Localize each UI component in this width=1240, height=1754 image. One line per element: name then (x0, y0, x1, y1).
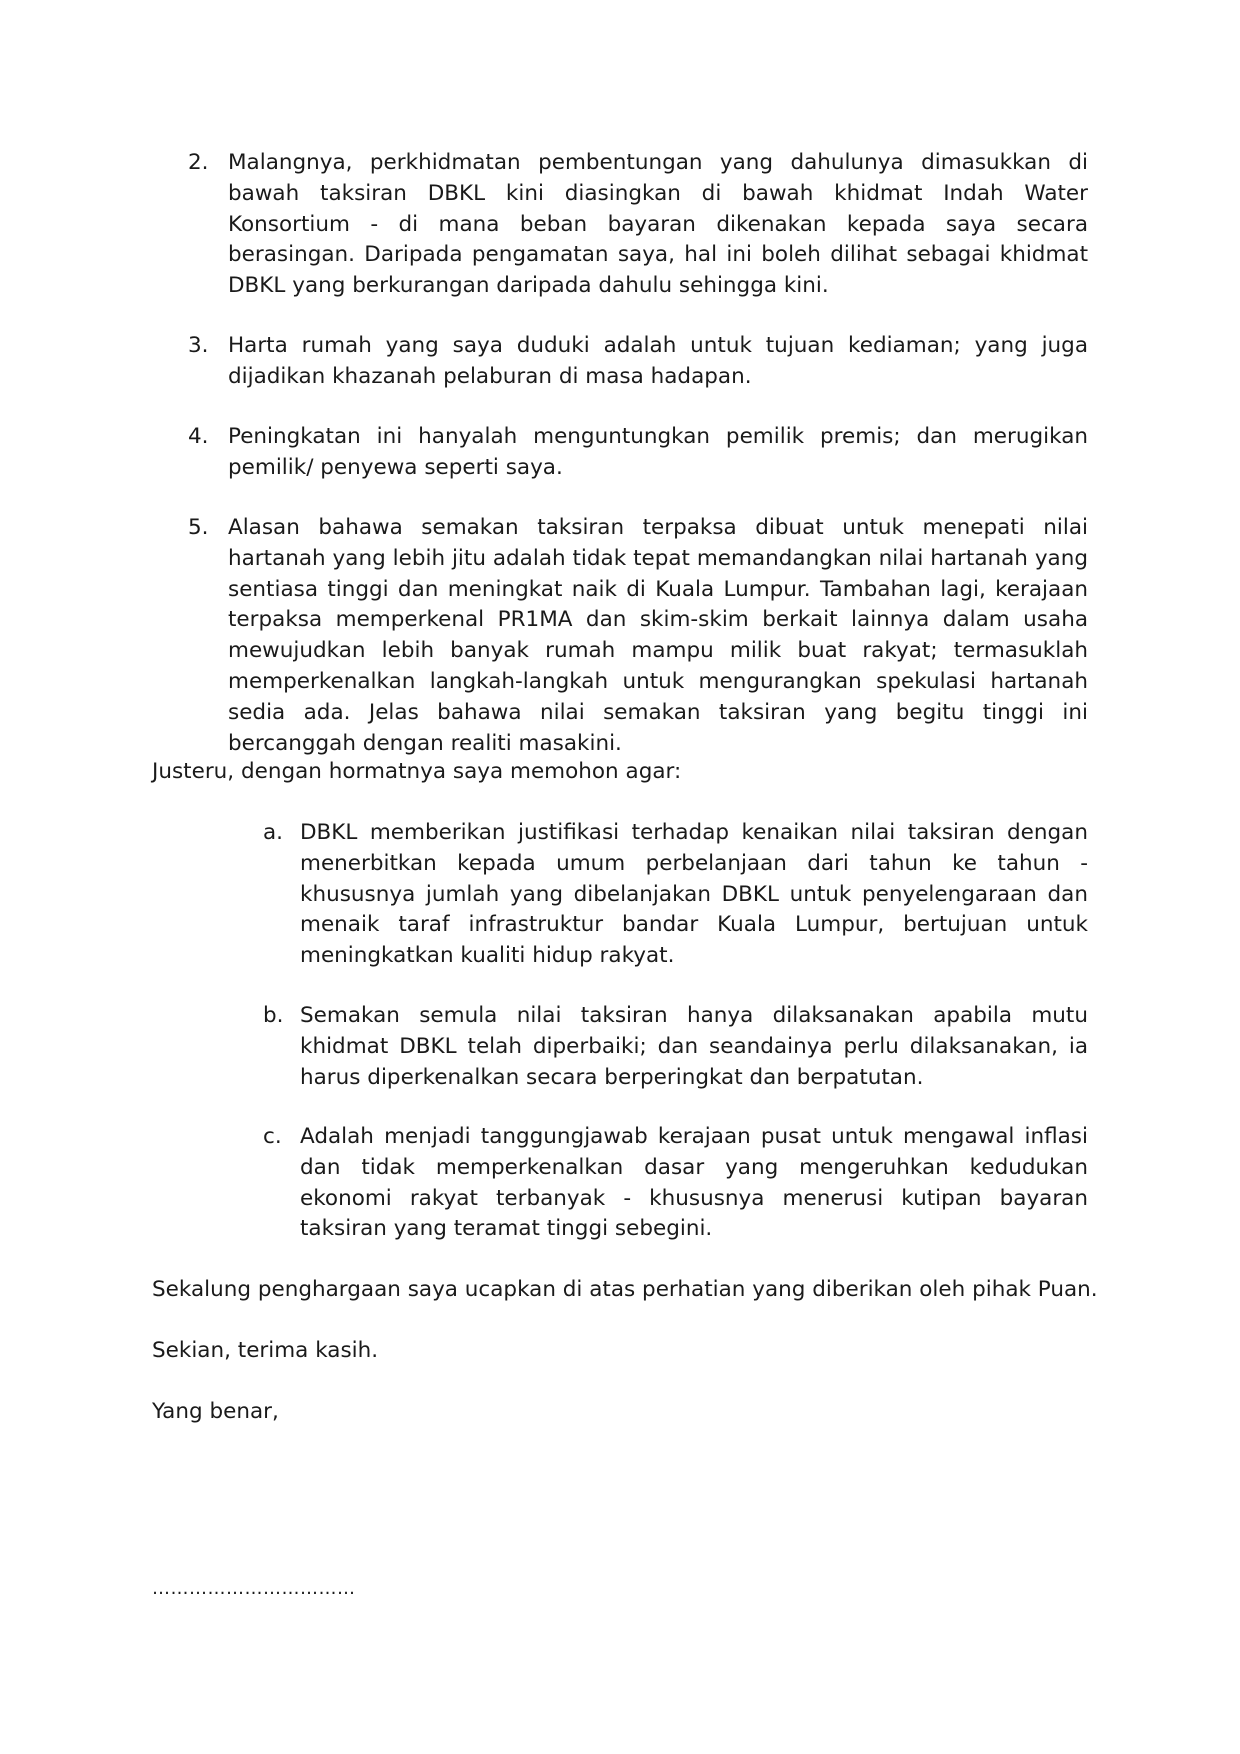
point-text-3-body: Harta rumah yang saya duduki adalah untuk tujuan kediaman; yang juga dijadikan khazanah pelaburan di masa hadapan. (228, 333, 1088, 389)
signature-line: …………………………… (152, 1578, 356, 1599)
point-text-2 (228, 148, 1088, 302)
request-text-c-body: Adalah menjadi tanggungjawab kerajaan pusat untuk mengawal inflasi dan tidak memperkenalkan dasar yang mengeruhkan kedudukan ekonomi rakyat terbanyak - khususnya menerusi kutipan bayaran taksiran yang teramat tinggi sebegini. (300, 1124, 1088, 1242)
point-text-5-body: Alasan bahawa semakan taksiran terpaksa dibuat untuk menepati nilai hartanah yang lebih jitu adalah tidak tepat memandangkan nilai hartanah yang sentiasa tinggi dan meningkat naik di Kuala Lumpur. Tambahan lagi, kerajaan terpaksa memperkenal PR1MA dan skim-skim berkait lainnya dalam usaha mewujudkan lebih banyak rumah mampu milik buat rakyat; termasuklah memperkenalkan langkah-langkah untuk mengurangkan spekulasi hartanah sedia ada. Jelas bahawa nilai semakan taksiran yang begitu tinggi ini bercanggah dengan realiti masakini. (228, 515, 1088, 756)
request-text-a (300, 818, 1088, 972)
closing-line: Sekian, terima kasih. (152, 1338, 379, 1363)
request-intro: Justeru, dengan hormatnya saya memohon agar: (152, 759, 682, 784)
request-text-b (300, 1001, 1088, 1093)
sign-off: Yang benar, (152, 1399, 279, 1424)
point-text-4-body: Peningkatan ini hanyalah menguntungkan pemilik premis; dan merugikan pemilik/ penyewa seperti saya. (228, 424, 1088, 480)
point-text-3 (228, 331, 1088, 393)
point-number-3: 3. (188, 333, 209, 358)
request-text-b-body: Semakan semula nilai taksiran hanya dilaksanakan apabila mutu khidmat DBKL telah diperbaiki; dan seandainya perlu dilaksanakan, ia harus diperkenalkan secara berperingkat dan berpatutan. (300, 1003, 1088, 1090)
point-text-2-body: Malangnya, perkhidmatan pembentungan yang dahulunya dimasukkan di bawah taksiran DBKL kini diasingkan di bawah khidmat Indah Water Konsortium - di mana beban bayaran dikenakan kepada saya secara berasingan. Daripada pengamatan saya, hal ini boleh dilihat sebagai khidmat DBKL yang berkurangan daripada dahulu sehingga kini. (228, 150, 1088, 299)
point-text-5 (228, 513, 1088, 759)
point-number-4: 4. (188, 424, 209, 449)
request-letter-a: a. (263, 820, 284, 845)
point-text-4 (228, 422, 1088, 484)
point-number-5: 5. (188, 515, 209, 540)
point-number-2: 2. (188, 150, 209, 175)
request-text-a-body: DBKL memberikan justifikasi terhadap kenaikan nilai taksiran dengan menerbitkan kepada umum perbelanjaan dari tahun ke tahun - khususnya jumlah yang dibelanjakan DBKL untuk penyelengaraan dan menaik taraf infrastruktur bandar Kuala Lumpur, bertujuan untuk meningkatkan kualiti hidup rakyat. (300, 820, 1088, 969)
request-text-c (300, 1122, 1088, 1245)
appreciation-line: Sekalung penghargaan saya ucapkan di atas perhatian yang diberikan oleh pihak Puan. (152, 1277, 1098, 1302)
request-letter-c: c. (263, 1124, 282, 1149)
request-letter-b: b. (263, 1003, 284, 1028)
